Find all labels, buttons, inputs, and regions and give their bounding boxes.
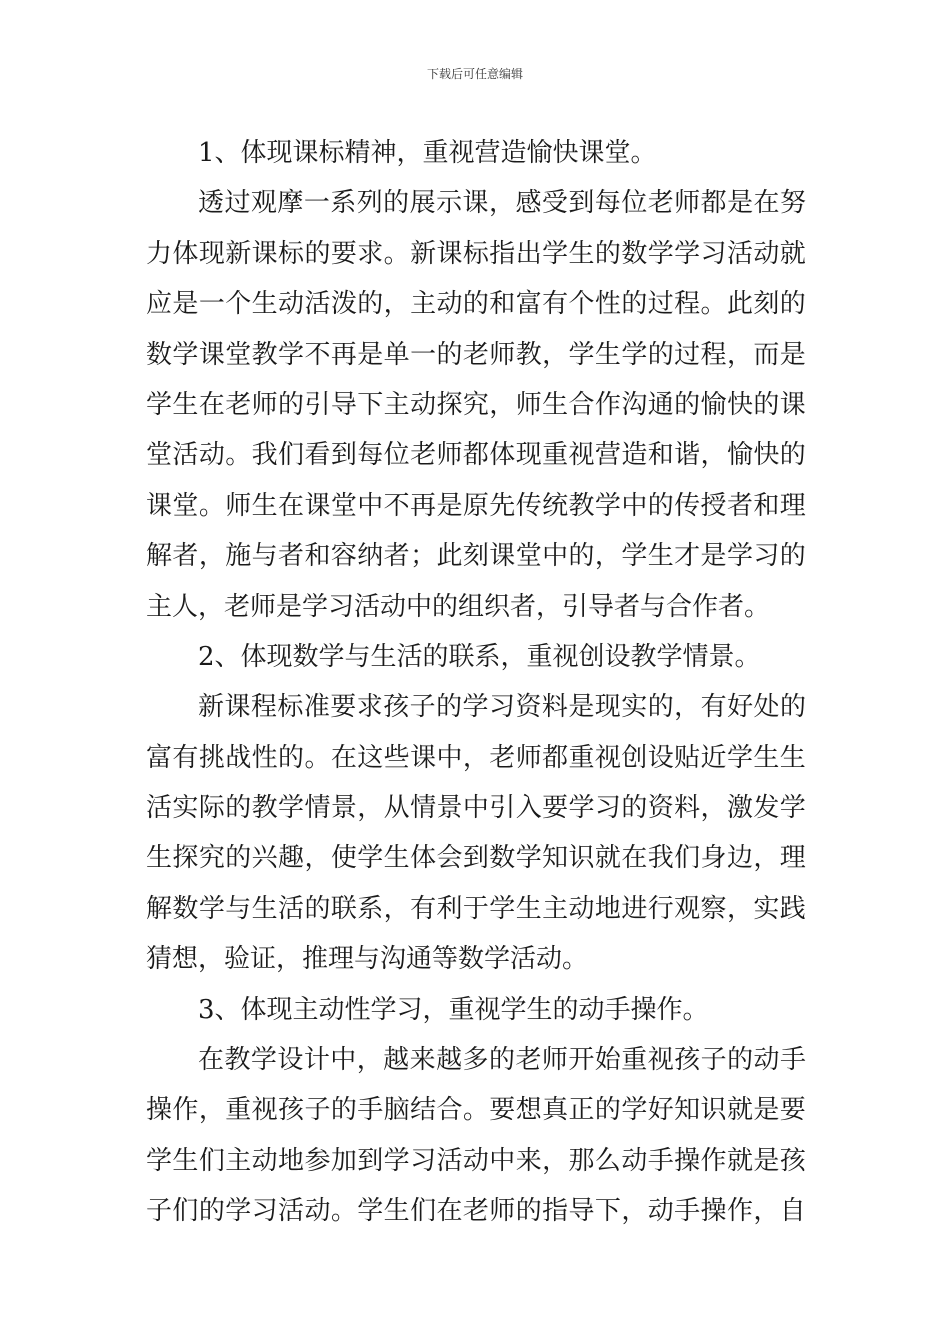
text-line: 课 堂 。 师 生 在 课 堂 中 不 再 是 原 先 传 统 教 学 中 的 传 授 者 和 理 [146, 490, 806, 521]
text-line: 子 们 的 学 习 活 动 。 学 生 们 在 老 师 的 指 导 下 ， 动 手 操 作 ， 自 [146, 1196, 806, 1227]
text-line: 堂 活 动 。 我 们 看 到 每 位 老 师 都 体 现 重 视 营 造 和 谐 ， 愉 快 的 [146, 440, 806, 471]
document-body [146, 128, 806, 1237]
text-line: 富 有 挑 战 性 的 。 在 这 些 课 中 ， 老 师 都 重 视 创 设 贴 近 学 生 生 [146, 742, 806, 773]
text-line: 学 生 在 老 师 的 引 导 下 主 动 探 究 ， 师 生 合 作 沟 通 的 愉 快 的 课 [146, 389, 806, 420]
text-line: 透 过 观 摩 一 系 列 的 展 示 课 ， 感 受 到 每 位 老 师 都 是 在 努 [198, 188, 806, 219]
text-line: 操 作 ， 重 视 孩 子 的 手 脑 结 合 。 要 想 真 正 的 学 好 知 识 就 是 要 [146, 1095, 806, 1126]
text-line: 数 学 课 堂 教 学 不 再 是 单 一 的 老 师 教 ， 学 生 学 的 过 程 ， 而 是 [146, 339, 806, 370]
text-line: 活 实 际 的 教 学 情 景 ， 从 情 景 中 引 入 要 学 习 的 资 料 ， 激 发 学 [146, 793, 806, 824]
text-line: 在 教 学 设 计 中 ， 越 来 越 多 的 老 师 开 始 重 视 孩 子 的 动 手 [198, 1045, 806, 1076]
text-line: 解 数 学 与 生 活 的 联 系 ， 有 利 于 学 生 主 动 地 进 行 观 察 ， 实 践 [146, 893, 806, 924]
text-line: 猜想，验证，推理与沟通等数学活动。 [146, 944, 589, 975]
text-line: 力 体 现 新 课 标 的 要 求 。 新 课 标 指 出 学 生 的 数 学 学 习 活 动 就 [146, 238, 806, 269]
text-line: 主人，老师是学习活动中的组织者，引导者与合作者。 [146, 591, 771, 622]
text-line: 学 生 们 主 动 地 参 加 到 学 习 活 动 中 来 ， 那 么 动 手 操 作 就 是 孩 [146, 1145, 806, 1176]
page-header: 下载后可任意编辑 [426, 67, 523, 81]
text-line: 2、体现数学与生活的联系，重视创设教学情景。 [198, 641, 761, 672]
text-line: 应 是 一 个 生 动 活 泼 的 ， 主 动 的 和 富 有 个 性 的 过 程 。 此 刻 的 [146, 289, 806, 320]
text-line: 3、体现主动性学习，重视学生的动手操作。 [198, 994, 709, 1025]
text-line: 生 探 究 的 兴 趣 ， 使 学 生 体 会 到 数 学 知 识 就 在 我 们 身 边 ， 理 [146, 843, 806, 874]
text-line: 1、体现课标精神，重视营造愉快课堂。 [198, 138, 657, 168]
text-line: 解 者 ， 施 与 者 和 容 纳 者 ； 此 刻 课 堂 中 的 ， 学 生 才 是 学 习 的 [146, 541, 806, 572]
text-line: 新 课 程 标 准 要 求 孩 子 的 学 习 资 料 是 现 实 的 ， 有 好 处 的 [198, 692, 806, 723]
